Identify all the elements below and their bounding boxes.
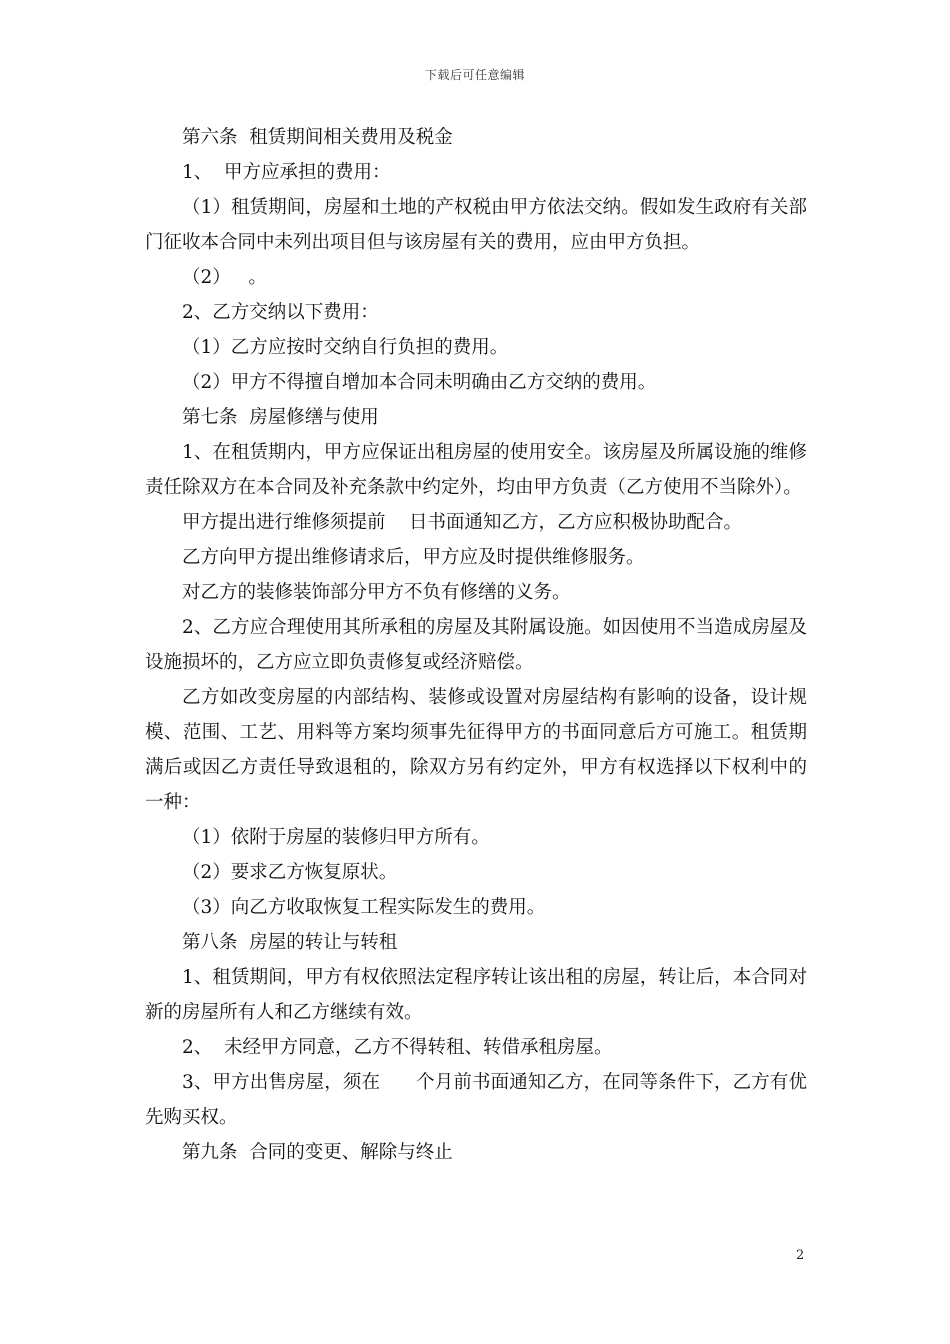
paragraph: 1、在租赁期内，甲方应保证出租房屋的使用安全。该房屋及所属设施的维修责任除双方在本合同及补充条款中约定外，均由甲方负责（乙方使用不当除外）。	[145, 442, 807, 498]
paragraph: （1）依附于房屋的装修归甲方所有。	[182, 827, 490, 848]
paragraph: 乙方如改变房屋的内部结构、装修或设置对房屋结构有影响的设备，设计规模、范围、工艺、用料等方案均须事先征得甲方的书面同意后方可施工。租赁期满后或因乙方责任导致退租的，除双方另有约定外，甲方有权选择以下权利中的一种：	[145, 687, 807, 813]
paragraph: 第七条 房屋修缮与使用	[182, 407, 379, 428]
paragraph: 甲方提出进行维修须提前 日书面通知乙方，乙方应积极协助配合。	[182, 512, 743, 533]
paragraph: 第六条 租赁期间相关费用及税金	[182, 127, 453, 148]
paragraph: （2）要求乙方恢复原状。	[182, 862, 398, 883]
paragraph: 3、甲方出售房屋，须在 个月前书面通知乙方，在同等条件下，乙方有优先购买权。	[145, 1072, 807, 1128]
page-number: 2	[796, 1248, 805, 1263]
paragraph: 2、乙方应合理使用其所承租的房屋及其附属设施。如因使用不当造成房屋及设施损坏的，乙方应立即负责修复或经济赔偿。	[145, 617, 807, 673]
document-body	[145, 120, 807, 1170]
paragraph: （2） 。	[182, 267, 267, 288]
paragraph: 乙方向甲方提出维修请求后，甲方应及时提供维修服务。	[182, 547, 645, 568]
paragraph: 第八条 房屋的转让与转租	[182, 932, 398, 953]
paragraph: 2、 未经甲方同意，乙方不得转租、转借承租房屋。	[182, 1037, 613, 1058]
paragraph: 1、租赁期间，甲方有权依照法定程序转让该出租的房屋，转让后，本合同对新的房屋所有人和乙方继续有效。	[145, 967, 807, 1023]
paragraph: 对乙方的装修装饰部分甲方不负有修缮的义务。	[182, 582, 571, 603]
paragraph: 2、乙方交纳以下费用：	[182, 302, 379, 323]
paragraph: （3）向乙方收取恢复工程实际发生的费用。	[182, 897, 546, 918]
paragraph: （2）甲方不得擅自增加本合同未明确由乙方交纳的费用。	[182, 372, 657, 393]
paragraph: （1）乙方应按时交纳自行负担的费用。	[182, 337, 509, 358]
paragraph: 第九条 合同的变更、解除与终止	[182, 1142, 453, 1163]
page-header: 下载后可任意编辑	[424, 68, 525, 82]
paragraph: （1）租赁期间，房屋和土地的产权税由甲方依法交纳。假如发生政府有关部门征收本合同中未列出项目但与该房屋有关的费用，应由甲方负担。	[145, 197, 807, 253]
paragraph: 1、 甲方应承担的费用：	[182, 162, 391, 183]
